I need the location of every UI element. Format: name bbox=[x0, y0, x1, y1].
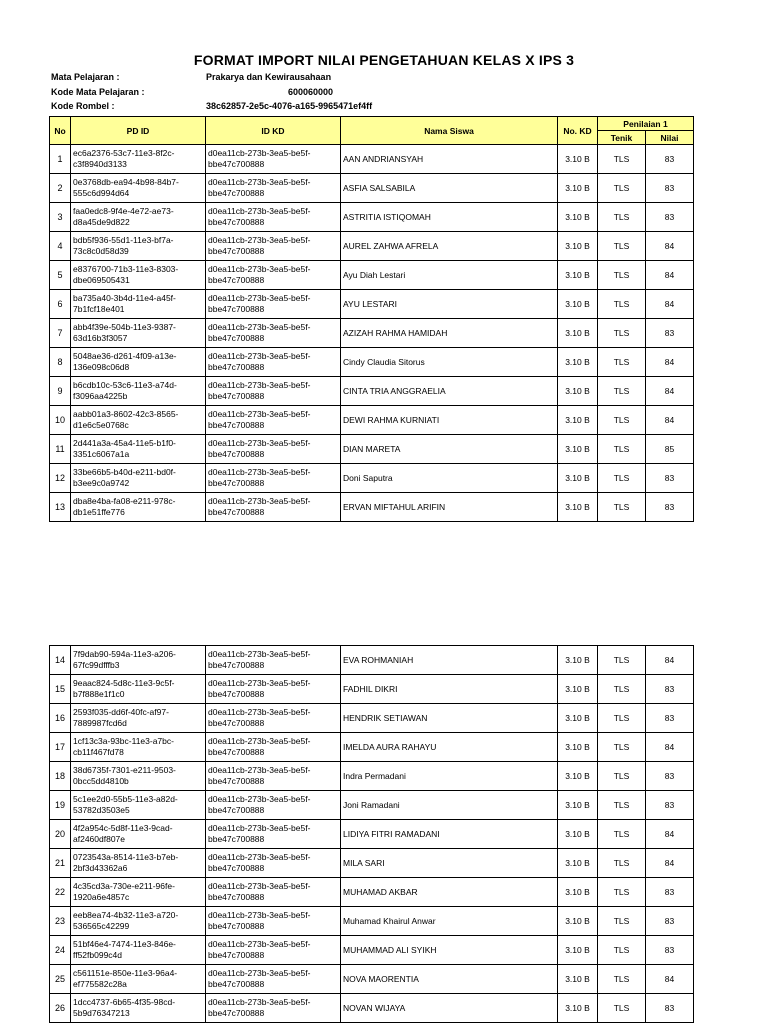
cell-nama-siswa: DEWI RAHMA KURNIATI bbox=[341, 406, 558, 435]
cell-no: 10 bbox=[50, 406, 71, 435]
cell-teknik: TLS bbox=[598, 348, 646, 377]
cell-id-kd: d0ea11cb-273b-3ea5-be5f- bbe47c700888 bbox=[206, 675, 341, 704]
table-row bbox=[50, 907, 694, 936]
cell-no: 26 bbox=[50, 994, 71, 1023]
cell-id-kd: d0ea11cb-273b-3ea5-be5f- bbe47c700888 bbox=[206, 261, 341, 290]
cell-nama-siswa: NOVA MAORENTIA bbox=[341, 965, 558, 994]
table-row bbox=[50, 406, 694, 435]
cell-no: 12 bbox=[50, 464, 71, 493]
cell-teknik: TLS bbox=[598, 435, 646, 464]
cell-teknik: TLS bbox=[598, 704, 646, 733]
cell-no: 3 bbox=[50, 203, 71, 232]
table-row bbox=[50, 290, 694, 319]
cell-teknik: TLS bbox=[598, 646, 646, 675]
cell-pd-id: faa0edc8-9f4e-4e72-ae73- d8a45de9d822 bbox=[71, 203, 206, 232]
grades-table-page1 bbox=[49, 116, 694, 522]
cell-id-kd: d0ea11cb-273b-3ea5-be5f- bbe47c700888 bbox=[206, 791, 341, 820]
cell-teknik: TLS bbox=[598, 377, 646, 406]
cell-nilai: 83 bbox=[646, 936, 694, 965]
cell-id-kd: d0ea11cb-273b-3ea5-be5f- bbe47c700888 bbox=[206, 464, 341, 493]
cell-no: 23 bbox=[50, 907, 71, 936]
cell-no-kd: 3.10 B bbox=[558, 493, 598, 522]
cell-id-kd: d0ea11cb-273b-3ea5-be5f- bbe47c700888 bbox=[206, 936, 341, 965]
cell-nilai: 84 bbox=[646, 261, 694, 290]
cell-no: 15 bbox=[50, 675, 71, 704]
table-row bbox=[50, 435, 694, 464]
cell-no: 24 bbox=[50, 936, 71, 965]
cell-pd-id: 1cf13c3a-93bc-11e3-a7bc- cb11f467fd78 bbox=[71, 733, 206, 762]
cell-teknik: TLS bbox=[598, 290, 646, 319]
cell-nilai: 84 bbox=[646, 290, 694, 319]
cell-no-kd: 3.10 B bbox=[558, 232, 598, 261]
header-id-kd: ID KD bbox=[206, 117, 341, 145]
cell-nama-siswa: DIAN MARETA bbox=[341, 435, 558, 464]
cell-id-kd: d0ea11cb-273b-3ea5-be5f- bbe47c700888 bbox=[206, 762, 341, 791]
cell-nama-siswa: Doni Saputra bbox=[341, 464, 558, 493]
cell-nama-siswa: AYU LESTARI bbox=[341, 290, 558, 319]
cell-id-kd: d0ea11cb-273b-3ea5-be5f- bbe47c700888 bbox=[206, 319, 341, 348]
cell-nama-siswa: MILA SARI bbox=[341, 849, 558, 878]
cell-teknik: TLS bbox=[598, 762, 646, 791]
cell-pd-id: eeb8ea74-4b32-11e3-a720- 536565c42299 bbox=[71, 907, 206, 936]
rombel-value: 38c62857-2e5c-4076-a165-9965471ef4ff bbox=[206, 101, 373, 111]
cell-nama-siswa: IMELDA AURA RAHAYU bbox=[341, 733, 558, 762]
cell-teknik: TLS bbox=[598, 907, 646, 936]
cell-teknik: TLS bbox=[598, 319, 646, 348]
cell-teknik: TLS bbox=[598, 791, 646, 820]
cell-id-kd: d0ea11cb-273b-3ea5-be5f- bbe47c700888 bbox=[206, 646, 341, 675]
cell-nama-siswa: Cindy Claudia Sitorus bbox=[341, 348, 558, 377]
cell-no-kd: 3.10 B bbox=[558, 733, 598, 762]
cell-nama-siswa: AAN ANDRIANSYAH bbox=[341, 145, 558, 174]
cell-no: 21 bbox=[50, 849, 71, 878]
cell-pd-id: aabb01a3-8602-42c3-8565- d1e6c5e0768c bbox=[71, 406, 206, 435]
cell-id-kd: d0ea11cb-273b-3ea5-be5f- bbe47c700888 bbox=[206, 733, 341, 762]
cell-teknik: TLS bbox=[598, 174, 646, 203]
cell-no: 22 bbox=[50, 878, 71, 907]
cell-no-kd: 3.10 B bbox=[558, 936, 598, 965]
table-row bbox=[50, 849, 694, 878]
cell-no-kd: 3.10 B bbox=[558, 464, 598, 493]
cell-pd-id: abb4f39e-504b-11e3-9387- 63d16b3f3057 bbox=[71, 319, 206, 348]
cell-nama-siswa: ERVAN MIFTAHUL ARIFIN bbox=[341, 493, 558, 522]
table-row bbox=[50, 319, 694, 348]
cell-nilai: 84 bbox=[646, 820, 694, 849]
cell-no: 9 bbox=[50, 377, 71, 406]
cell-pd-id: 2593f035-dd6f-40fc-af97- 7889987fcd6d bbox=[71, 704, 206, 733]
cell-no-kd: 3.10 B bbox=[558, 203, 598, 232]
cell-no-kd: 3.10 B bbox=[558, 849, 598, 878]
cell-nama-siswa: AUREL ZAHWA AFRELA bbox=[341, 232, 558, 261]
header-teknik: Tenik bbox=[598, 131, 646, 145]
cell-no-kd: 3.10 B bbox=[558, 348, 598, 377]
cell-pd-id: bdb5f936-55d1-11e3-bf7a- 73c8c0d58d39 bbox=[71, 232, 206, 261]
cell-id-kd: d0ea11cb-273b-3ea5-be5f- bbe47c700888 bbox=[206, 965, 341, 994]
cell-pd-id: c561151e-850e-11e3-96a4- ef775582c28a bbox=[71, 965, 206, 994]
cell-pd-id: b6cdb10c-53c6-11e3-a74d- f3096aa4225b bbox=[71, 377, 206, 406]
table-row bbox=[50, 348, 694, 377]
cell-id-kd: d0ea11cb-273b-3ea5-be5f- bbe47c700888 bbox=[206, 145, 341, 174]
header-nama-siswa: Nama Siswa bbox=[341, 117, 558, 145]
table-row bbox=[50, 820, 694, 849]
table-row bbox=[50, 936, 694, 965]
cell-id-kd: d0ea11cb-273b-3ea5-be5f- bbe47c700888 bbox=[206, 406, 341, 435]
kode-mapel-value: 600060000 bbox=[288, 87, 334, 97]
cell-nama-siswa: AZIZAH RAHMA HAMIDAH bbox=[341, 319, 558, 348]
grades-table-page2 bbox=[49, 645, 694, 1023]
cell-teknik: TLS bbox=[598, 849, 646, 878]
header-pd-id: PD ID bbox=[71, 117, 206, 145]
cell-nama-siswa: Ayu Diah Lestari bbox=[341, 261, 558, 290]
table-row bbox=[50, 878, 694, 907]
table-row bbox=[50, 377, 694, 406]
cell-no: 20 bbox=[50, 820, 71, 849]
cell-no: 14 bbox=[50, 646, 71, 675]
table-row bbox=[50, 493, 694, 522]
cell-id-kd: d0ea11cb-273b-3ea5-be5f- bbe47c700888 bbox=[206, 232, 341, 261]
cell-teknik: TLS bbox=[598, 464, 646, 493]
cell-id-kd: d0ea11cb-273b-3ea5-be5f- bbe47c700888 bbox=[206, 907, 341, 936]
cell-no: 2 bbox=[50, 174, 71, 203]
cell-no-kd: 3.10 B bbox=[558, 907, 598, 936]
cell-nilai: 84 bbox=[646, 849, 694, 878]
cell-nama-siswa: Muhamad Khairul Anwar bbox=[341, 907, 558, 936]
cell-pd-id: 5c1ee2d0-55b5-11e3-a82d- 53782d3503e5 bbox=[71, 791, 206, 820]
cell-id-kd: d0ea11cb-273b-3ea5-be5f- bbe47c700888 bbox=[206, 820, 341, 849]
cell-no: 6 bbox=[50, 290, 71, 319]
cell-nama-siswa: ASTRITIA ISTIQOMAH bbox=[341, 203, 558, 232]
cell-teknik: TLS bbox=[598, 820, 646, 849]
cell-nama-siswa: Indra Permadani bbox=[341, 762, 558, 791]
cell-nilai: 85 bbox=[646, 435, 694, 464]
cell-pd-id: 4c35cd3a-730e-e211-96fe- 1920a6e4857c bbox=[71, 878, 206, 907]
cell-nama-siswa: FADHIL DIKRI bbox=[341, 675, 558, 704]
cell-no: 13 bbox=[50, 493, 71, 522]
cell-no: 4 bbox=[50, 232, 71, 261]
document-title: FORMAT IMPORT NILAI PENGETAHUAN KELAS X IPS 3 bbox=[193, 52, 575, 68]
cell-no-kd: 3.10 B bbox=[558, 791, 598, 820]
cell-teknik: TLS bbox=[598, 733, 646, 762]
header-no: No bbox=[50, 117, 71, 145]
cell-nama-siswa: Joni Ramadani bbox=[341, 791, 558, 820]
cell-no-kd: 3.10 B bbox=[558, 704, 598, 733]
cell-nilai: 83 bbox=[646, 762, 694, 791]
cell-pd-id: 0723543a-8514-11e3-b7eb- 2bf3d43362a6 bbox=[71, 849, 206, 878]
cell-nama-siswa: NOVAN WIJAYA bbox=[341, 994, 558, 1023]
cell-nilai: 83 bbox=[646, 878, 694, 907]
cell-teknik: TLS bbox=[598, 994, 646, 1023]
table-row bbox=[50, 261, 694, 290]
cell-pd-id: ba735a40-3b4d-11e4-a45f- 7b1fcf18e401 bbox=[71, 290, 206, 319]
cell-pd-id: 9eaac824-5d8c-11e3-9c5f- b7f888e1f1c0 bbox=[71, 675, 206, 704]
table-row bbox=[50, 464, 694, 493]
cell-id-kd: d0ea11cb-273b-3ea5-be5f- bbe47c700888 bbox=[206, 174, 341, 203]
cell-nilai: 84 bbox=[646, 965, 694, 994]
cell-nama-siswa: MUHAMMAD ALI SYIKH bbox=[341, 936, 558, 965]
cell-nilai: 83 bbox=[646, 319, 694, 348]
cell-nilai: 84 bbox=[646, 733, 694, 762]
cell-pd-id: dba8e4ba-fa08-e211-978c- db1e51ffe776 bbox=[71, 493, 206, 522]
cell-nilai: 83 bbox=[646, 174, 694, 203]
cell-teknik: TLS bbox=[598, 406, 646, 435]
cell-no: 17 bbox=[50, 733, 71, 762]
cell-nilai: 83 bbox=[646, 675, 694, 704]
cell-nilai: 83 bbox=[646, 907, 694, 936]
cell-teknik: TLS bbox=[598, 965, 646, 994]
cell-nilai: 84 bbox=[646, 232, 694, 261]
cell-nilai: 83 bbox=[646, 493, 694, 522]
cell-no-kd: 3.10 B bbox=[558, 878, 598, 907]
cell-nilai: 83 bbox=[646, 464, 694, 493]
cell-no-kd: 3.10 B bbox=[558, 675, 598, 704]
cell-teknik: TLS bbox=[598, 203, 646, 232]
cell-id-kd: d0ea11cb-273b-3ea5-be5f- bbe47c700888 bbox=[206, 348, 341, 377]
cell-pd-id: 51bf46e4-7474-11e3-846e- ff52fb099c4d bbox=[71, 936, 206, 965]
kode-mapel-label: Kode Mata Pelajaran : bbox=[51, 87, 145, 97]
cell-no: 11 bbox=[50, 435, 71, 464]
cell-no-kd: 3.10 B bbox=[558, 820, 598, 849]
cell-nilai: 83 bbox=[646, 203, 694, 232]
cell-no-kd: 3.10 B bbox=[558, 435, 598, 464]
header-no-kd: No. KD bbox=[558, 117, 598, 145]
header-nilai: Nilai bbox=[646, 131, 694, 145]
table-row bbox=[50, 733, 694, 762]
cell-pd-id: 1dcc4737-6b65-4f35-98cd- 5b9d76347213 bbox=[71, 994, 206, 1023]
cell-teknik: TLS bbox=[598, 493, 646, 522]
table-row bbox=[50, 704, 694, 733]
table-row bbox=[50, 203, 694, 232]
cell-no: 25 bbox=[50, 965, 71, 994]
cell-nilai: 83 bbox=[646, 704, 694, 733]
cell-id-kd: d0ea11cb-273b-3ea5-be5f- bbe47c700888 bbox=[206, 994, 341, 1023]
cell-teknik: TLS bbox=[598, 261, 646, 290]
cell-pd-id: 38d6735f-7301-e211-9503- 0bcc5dd4810b bbox=[71, 762, 206, 791]
cell-no-kd: 3.10 B bbox=[558, 261, 598, 290]
cell-id-kd: d0ea11cb-273b-3ea5-be5f- bbe47c700888 bbox=[206, 290, 341, 319]
cell-nilai: 83 bbox=[646, 145, 694, 174]
cell-pd-id: 5048ae36-d261-4f09-a13e- 136e098c06d8 bbox=[71, 348, 206, 377]
table-row bbox=[50, 232, 694, 261]
cell-no: 16 bbox=[50, 704, 71, 733]
table-row bbox=[50, 965, 694, 994]
cell-id-kd: d0ea11cb-273b-3ea5-be5f- bbe47c700888 bbox=[206, 704, 341, 733]
table-body-page2 bbox=[50, 646, 694, 1023]
cell-id-kd: d0ea11cb-273b-3ea5-be5f- bbe47c700888 bbox=[206, 435, 341, 464]
mapel-value: Prakarya dan Kewirausahaan bbox=[206, 72, 332, 82]
cell-nama-siswa: EVA ROHMANIAH bbox=[341, 646, 558, 675]
cell-no: 5 bbox=[50, 261, 71, 290]
table-row bbox=[50, 675, 694, 704]
table-row bbox=[50, 762, 694, 791]
cell-nilai: 84 bbox=[646, 406, 694, 435]
table-row bbox=[50, 174, 694, 203]
cell-no: 1 bbox=[50, 145, 71, 174]
rombel-label: Kode Rombel : bbox=[51, 101, 115, 111]
header-penilaian: Penilaian 1 bbox=[598, 117, 694, 131]
cell-teknik: TLS bbox=[598, 675, 646, 704]
cell-nama-siswa: MUHAMAD AKBAR bbox=[341, 878, 558, 907]
cell-nama-siswa: HENDRIK SETIAWAN bbox=[341, 704, 558, 733]
cell-id-kd: d0ea11cb-273b-3ea5-be5f- bbe47c700888 bbox=[206, 878, 341, 907]
cell-no: 18 bbox=[50, 762, 71, 791]
cell-no-kd: 3.10 B bbox=[558, 406, 598, 435]
cell-pd-id: 0e3768db-ea94-4b98-84b7- 555c6d994d64 bbox=[71, 174, 206, 203]
cell-teknik: TLS bbox=[598, 232, 646, 261]
cell-teknik: TLS bbox=[598, 936, 646, 965]
mapel-label: Mata Pelajaran : bbox=[51, 72, 120, 82]
cell-no-kd: 3.10 B bbox=[558, 762, 598, 791]
cell-pd-id: 33be66b5-b40d-e211-bd0f- b3ee9c0a9742 bbox=[71, 464, 206, 493]
cell-nama-siswa: LIDIYA FITRI RAMADANI bbox=[341, 820, 558, 849]
cell-teknik: TLS bbox=[598, 878, 646, 907]
table-row bbox=[50, 145, 694, 174]
table-row bbox=[50, 994, 694, 1023]
cell-nilai: 84 bbox=[646, 348, 694, 377]
cell-no-kd: 3.10 B bbox=[558, 965, 598, 994]
table-row bbox=[50, 791, 694, 820]
cell-pd-id: 4f2a954c-5d8f-11e3-9cad- af2460df807e bbox=[71, 820, 206, 849]
cell-nilai: 83 bbox=[646, 791, 694, 820]
cell-id-kd: d0ea11cb-273b-3ea5-be5f- bbe47c700888 bbox=[206, 849, 341, 878]
cell-id-kd: d0ea11cb-273b-3ea5-be5f- bbe47c700888 bbox=[206, 493, 341, 522]
cell-no-kd: 3.10 B bbox=[558, 646, 598, 675]
cell-no-kd: 3.10 B bbox=[558, 377, 598, 406]
cell-id-kd: d0ea11cb-273b-3ea5-be5f- bbe47c700888 bbox=[206, 377, 341, 406]
table-body-page1 bbox=[50, 145, 694, 522]
cell-pd-id: 7f9dab90-594a-11e3-a206- 67fc99dfffb3 bbox=[71, 646, 206, 675]
cell-nama-siswa: ASFIA SALSABILA bbox=[341, 174, 558, 203]
cell-no: 19 bbox=[50, 791, 71, 820]
cell-no-kd: 3.10 B bbox=[558, 145, 598, 174]
cell-nilai: 83 bbox=[646, 994, 694, 1023]
cell-nama-siswa: CINTA TRIA ANGGRAELIA bbox=[341, 377, 558, 406]
table-row bbox=[50, 646, 694, 675]
cell-no-kd: 3.10 B bbox=[558, 319, 598, 348]
cell-no-kd: 3.10 B bbox=[558, 290, 598, 319]
cell-no: 8 bbox=[50, 348, 71, 377]
cell-no-kd: 3.10 B bbox=[558, 994, 598, 1023]
cell-pd-id: e8376700-71b3-11e3-8303- dbe069505431 bbox=[71, 261, 206, 290]
cell-nilai: 84 bbox=[646, 646, 694, 675]
cell-no-kd: 3.10 B bbox=[558, 174, 598, 203]
cell-no: 7 bbox=[50, 319, 71, 348]
cell-teknik: TLS bbox=[598, 145, 646, 174]
cell-id-kd: d0ea11cb-273b-3ea5-be5f- bbe47c700888 bbox=[206, 203, 341, 232]
cell-nilai: 84 bbox=[646, 377, 694, 406]
cell-pd-id: ec6a2376-53c7-11e3-8f2c- c3f8940d3133 bbox=[71, 145, 206, 174]
cell-pd-id: 2d441a3a-45a4-11e5-b1f0- 3351c6067a1a bbox=[71, 435, 206, 464]
